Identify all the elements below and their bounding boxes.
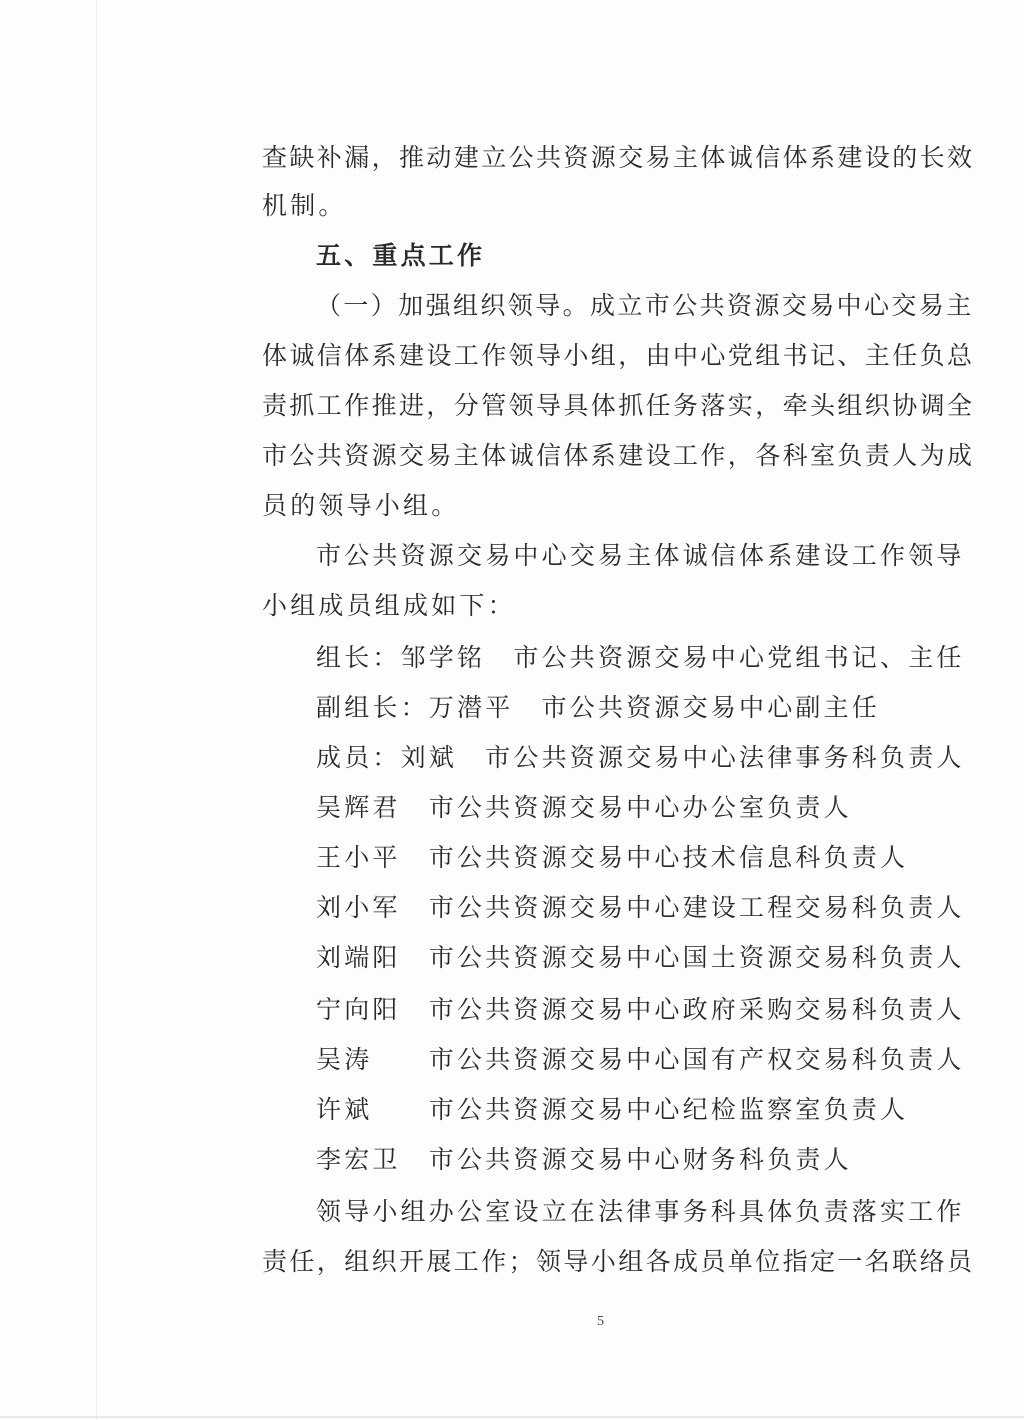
paragraph-line: 市公共资源交易主体诚信体系建设工作，各科室负责人为成 <box>262 441 975 470</box>
member-line: 副组长：万潜平 市公共资源交易中心副主任 <box>316 693 881 722</box>
paragraph-line: 机制。 <box>262 191 347 220</box>
member-line: 宁向阳 市公共资源交易中心政府采购交易科负责人 <box>316 995 965 1024</box>
paragraph-line: 市公共资源交易中心交易主体诚信体系建设工作领导 <box>316 541 965 570</box>
scan-edge-bottom <box>0 1416 1024 1418</box>
member-line: 成员：刘斌 市公共资源交易中心法律事务科负责人 <box>316 743 965 772</box>
member-line: 刘小军 市公共资源交易中心建设工程交易科负责人 <box>316 893 965 922</box>
section-heading: 五、重点工作 <box>316 241 486 270</box>
member-line: 刘端阳 市公共资源交易中心国土资源交易科负责人 <box>316 943 965 972</box>
member-line: 吴辉君 市公共资源交易中心办公室负责人 <box>316 793 852 822</box>
member-line: 许斌 市公共资源交易中心纪检监察室负责人 <box>316 1095 909 1124</box>
member-line: 组长：邹学铭 市公共资源交易中心党组书记、主任 <box>316 643 965 672</box>
member-line: 吴涛 市公共资源交易中心国有产权交易科负责人 <box>316 1045 965 1074</box>
member-line: 李宏卫 市公共资源交易中心财务科负责人 <box>316 1145 852 1174</box>
paragraph-line: 查缺补漏，推动建立公共资源交易主体诚信体系建设的长效 <box>262 143 975 172</box>
member-line: 王小平 市公共资源交易中心技术信息科负责人 <box>316 843 909 872</box>
scan-edge <box>96 0 97 1420</box>
paragraph-line: 责任，组织开展工作；领导小组各成员单位指定一名联络员 <box>262 1247 975 1276</box>
paragraph-line: 责抓工作推进，分管领导具体抓任务落实，牵头组织协调全 <box>262 391 975 420</box>
paragraph-line: 小组成员组成如下： <box>262 591 516 620</box>
page-number: 5 <box>597 1314 604 1329</box>
paragraph-line: 领导小组办公室设立在法律事务科具体负责落实工作 <box>316 1197 965 1226</box>
paragraph-line: 员的领导小组。 <box>262 491 460 520</box>
paragraph-line: 体诚信体系建设工作领导小组，由中心党组书记、主任负总 <box>262 341 975 370</box>
paragraph-line: （一）加强组织领导。成立市公共资源交易中心交易主 <box>316 291 974 320</box>
